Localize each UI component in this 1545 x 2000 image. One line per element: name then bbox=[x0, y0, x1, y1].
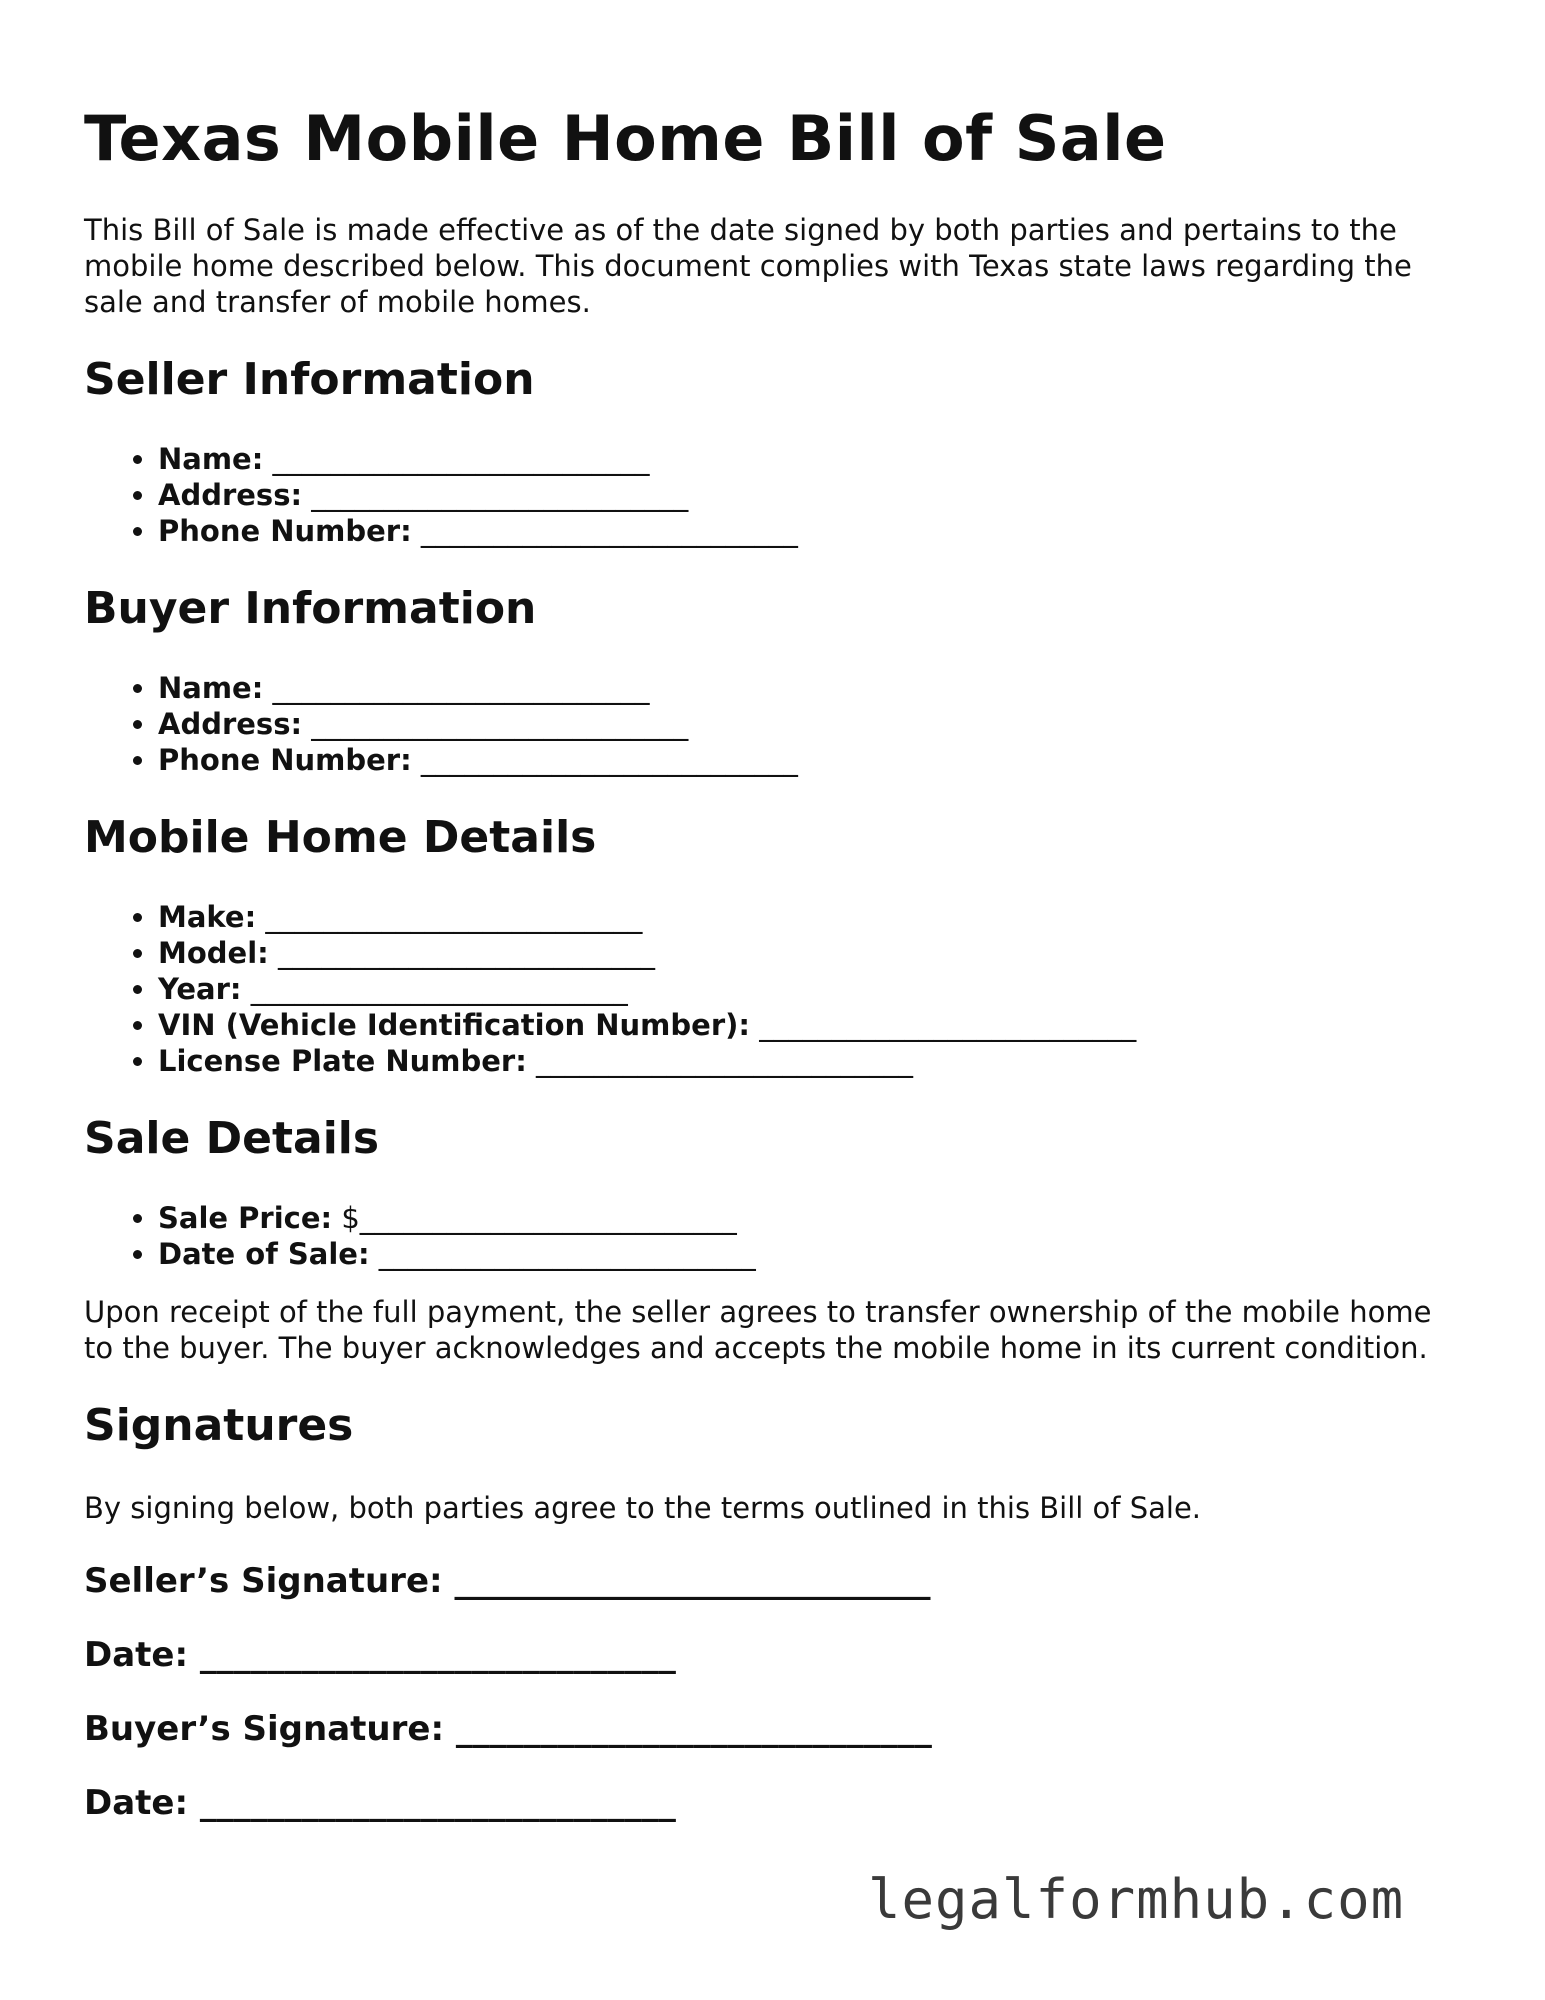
seller-fields bbox=[84, 441, 1464, 549]
watermark-text: legalformhub.com bbox=[868, 1868, 1405, 1931]
home-fields bbox=[84, 899, 1464, 1079]
home-year-blank[interactable]: __________________________ bbox=[250, 971, 628, 1006]
home-details-heading: Mobile Home Details bbox=[84, 811, 597, 863]
buyer-phone-field: • Phone Number: __________________________ bbox=[158, 742, 1464, 778]
home-make-blank[interactable]: __________________________ bbox=[265, 899, 643, 934]
signatures-intro: By signing below, both parties agree to the terms outlined in this Bill of Sale. bbox=[84, 1491, 1202, 1526]
seller-phone-field: • Phone Number: __________________________ bbox=[158, 513, 1464, 549]
sale-details-heading: Sale Details bbox=[84, 1112, 380, 1164]
home-vin-field: • VIN (Vehicle Identification Number): __________________________ bbox=[158, 1007, 1464, 1043]
sale-price-field: • Sale Price: $__________________________ bbox=[158, 1200, 1464, 1236]
seller-name-field: • Name: __________________________ bbox=[158, 441, 1464, 477]
seller-heading: Seller Information bbox=[84, 354, 535, 406]
seller-address-field: • Address: __________________________ bbox=[158, 477, 1464, 513]
buyer-address-blank[interactable]: __________________________ bbox=[311, 706, 689, 741]
buyer-address-field: • Address: __________________________ bbox=[158, 706, 1464, 742]
sale-date-blank[interactable]: __________________________ bbox=[378, 1236, 756, 1271]
document-page bbox=[84, 102, 1464, 1824]
document-title: Texas Mobile Home Bill of Sale bbox=[84, 102, 1167, 175]
transfer-paragraph: Upon receipt of the full payment, the seller agrees to transfer ownership of the mobile home to the buyer. The buyer acknowledges and accepts the mobile home in its current condition. bbox=[84, 1294, 1432, 1365]
seller-date-line[interactable]: Date: ____________________________ bbox=[84, 1635, 676, 1676]
seller-address-blank[interactable]: __________________________ bbox=[311, 478, 689, 513]
sale-date-field: • Date of Sale: __________________________ bbox=[158, 1236, 1464, 1272]
sale-price-blank[interactable]: $__________________________ bbox=[341, 1200, 737, 1235]
seller-name-blank[interactable]: __________________________ bbox=[272, 442, 650, 477]
home-plate-field: • License Plate Number: __________________________ bbox=[158, 1043, 1464, 1079]
home-make-field: • Make: __________________________ bbox=[158, 899, 1464, 935]
buyer-date-line[interactable]: Date: ____________________________ bbox=[84, 1783, 676, 1824]
buyer-name-field: • Name: __________________________ bbox=[158, 670, 1464, 706]
home-model-field: • Model: __________________________ bbox=[158, 935, 1464, 971]
buyer-fields bbox=[84, 670, 1464, 778]
seller-signature-line[interactable]: Seller’s Signature: ____________________________ bbox=[84, 1561, 931, 1602]
sale-fields bbox=[84, 1200, 1464, 1272]
buyer-heading: Buyer Information bbox=[84, 583, 537, 635]
signatures-heading: Signatures bbox=[84, 1399, 354, 1451]
home-plate-blank[interactable]: __________________________ bbox=[536, 1043, 914, 1078]
home-vin-blank[interactable]: __________________________ bbox=[759, 1007, 1137, 1042]
buyer-signature-line[interactable]: Buyer’s Signature: ____________________________ bbox=[84, 1709, 932, 1750]
intro-paragraph: This Bill of Sale is made effective as of the date signed by both parties and pertains to the mobile home described below. This document complies with Texas state laws regarding the sale and transfer of mobile homes. bbox=[84, 213, 1412, 320]
home-year-field: • Year: __________________________ bbox=[158, 971, 1464, 1007]
seller-phone-blank[interactable]: __________________________ bbox=[420, 514, 798, 549]
buyer-name-blank[interactable]: __________________________ bbox=[272, 670, 650, 705]
home-model-blank[interactable]: __________________________ bbox=[277, 935, 655, 970]
buyer-phone-blank[interactable]: __________________________ bbox=[420, 742, 798, 777]
